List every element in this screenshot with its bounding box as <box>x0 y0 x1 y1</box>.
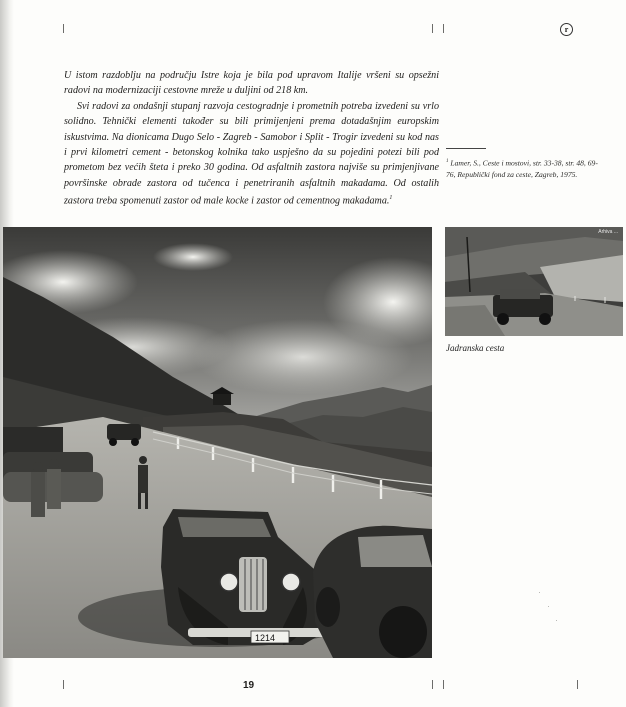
crop-mark <box>443 680 444 689</box>
main-photo-mountain-road-with-cars <box>3 227 432 658</box>
body-text <box>64 68 439 209</box>
crop-mark <box>577 680 578 689</box>
footnote-mark: 1 <box>446 159 449 164</box>
crop-mark <box>63 680 64 689</box>
side-photo-adriatic-road <box>445 227 623 336</box>
page-number: 19 <box>243 680 255 691</box>
crop-mark <box>63 24 64 33</box>
publisher-logo-icon: r <box>560 23 573 36</box>
photo-illustration <box>3 227 432 658</box>
paragraph-text: Svi radovi za ondašnji stupanj razvoja cestogradnje i prometnih potreba izvedeni su vrlo solidno. Tehnički elementi također su bili primijenjeni prema dotadašnjim europskim iskustvima. Na dionicama Dugo Selo - Zagreb - Samobor i Split - Trogir izvedeni su kod nas i prvi kilometri cement - betonskog kolnika tako uspješno da su pojedini potezi bili pod prometom bez većih šteta i preko 30 godina. Od asfaltnih zastora najviše su primjenjivane površinske obrade zastora od tučenca i penetriranih asfaltnih makadama. Od ostalih zastora treba spomenuti zastor od male kocke i zastor od cementnog makadama. <box>64 100 439 207</box>
paragraph <box>64 99 439 209</box>
license-plate: 1214 <box>255 633 276 643</box>
footnote-reference[interactable]: 1 <box>389 195 393 202</box>
side-photo-caption: Jadranska cesta <box>446 343 505 353</box>
photo-illustration <box>445 227 623 336</box>
scan-speck <box>539 592 540 593</box>
scan-speck <box>548 606 549 607</box>
crop-mark <box>443 24 444 33</box>
crop-mark <box>432 680 433 689</box>
crop-mark <box>432 24 433 33</box>
footnote <box>446 156 606 181</box>
footnote-rule <box>446 148 486 149</box>
paragraph: U istom razdoblju na području Istre koja je bila pod upravom Italije vršeni su opsežni radovi na modernizaciji cestovne mreže u duljini od 218 km. <box>64 70 439 97</box>
footnote-text: Lamer, S., Ceste i mostovi, str. 33-38, str. 48, 69-76, Republički fond za ceste, Zagreb, 1975. <box>446 158 598 180</box>
photo-watermark: Arhiva ... <box>598 229 618 235</box>
scan-speck <box>556 620 557 621</box>
